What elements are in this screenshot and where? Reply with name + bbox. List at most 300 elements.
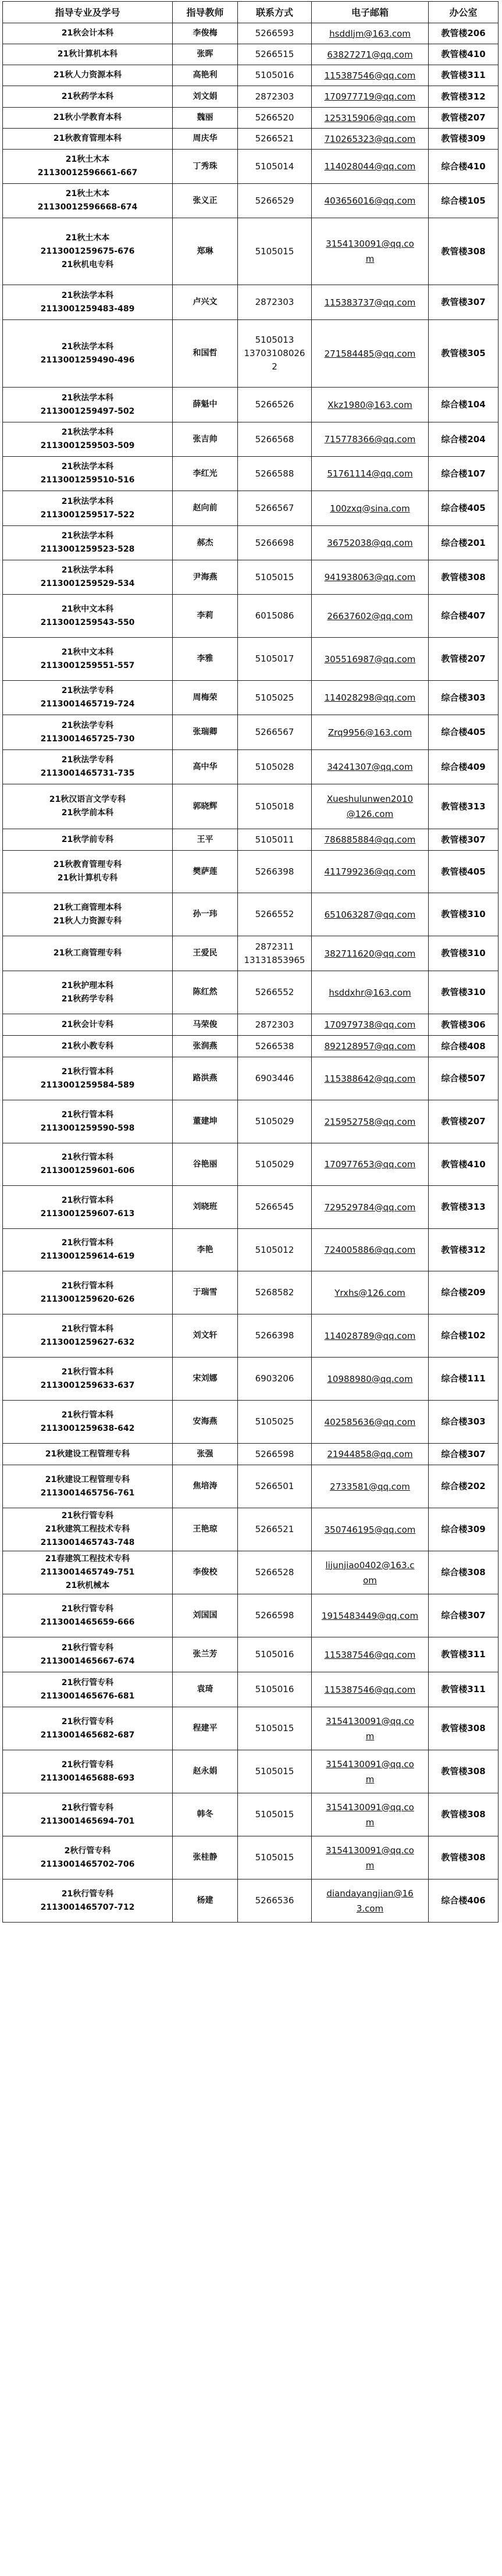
email-link-line: m [365, 1774, 375, 1785]
phone-cell [238, 851, 312, 893]
phone-cell [238, 1143, 312, 1186]
office-cell: 综合楼201 [429, 526, 499, 560]
email-link-line: 350746195@qq.com [324, 1524, 416, 1535]
phone-cell-line: 5266545 [255, 1202, 294, 1212]
major-cell-line: 2113001465676-681 [40, 1691, 135, 1701]
phone-cell [238, 1014, 312, 1036]
email-link-line: 170977653@qq.com [324, 1159, 416, 1170]
major-cell-line: 21秋行管本科 [61, 1410, 114, 1420]
teacher-cell: 张强 [173, 1444, 238, 1465]
major-cell [3, 851, 173, 893]
email-link-line: m [365, 254, 375, 264]
office-cell: 教管楼312 [429, 86, 499, 108]
major-cell-line: 2113001465756-761 [40, 1488, 135, 1498]
table-row [3, 1836, 499, 1879]
major-cell [3, 560, 173, 595]
table-row [3, 1672, 499, 1707]
major-cell [3, 108, 173, 129]
teacher-cell: 尹海燕 [173, 560, 238, 595]
major-cell-line: 21秋法学本科 [61, 290, 114, 300]
teacher-cell: 赵向前 [173, 491, 238, 526]
phone-cell [238, 150, 312, 184]
phone-cell [238, 285, 312, 320]
major-cell-line: 21秋行管本科 [61, 1110, 114, 1120]
phone-cell [238, 1594, 312, 1637]
table-row [3, 1637, 499, 1672]
teacher-cell: 程建平 [173, 1707, 238, 1750]
office-cell: 综合楼308 [429, 1551, 499, 1594]
phone-cell-line: 6903206 [255, 1373, 294, 1384]
major-cell-line: 2113001259627-632 [40, 1337, 135, 1347]
table-row [3, 936, 499, 971]
email-link[interactable] [312, 1750, 429, 1793]
email-link[interactable] [312, 1036, 429, 1057]
major-cell [3, 829, 173, 851]
phone-cell [238, 86, 312, 108]
phone-cell [238, 681, 312, 715]
office-cell: 教管楼308 [429, 1750, 499, 1793]
teacher-cell: 周梅荣 [173, 681, 238, 715]
major-cell [3, 715, 173, 750]
email-link[interactable] [312, 129, 429, 150]
teacher-cell: 焦培涛 [173, 1465, 238, 1508]
major-cell [3, 1229, 173, 1271]
table-row [3, 750, 499, 784]
teacher-cell: 安海燕 [173, 1401, 238, 1444]
major-cell [3, 638, 173, 681]
major-cell-line: 2113001259638-642 [40, 1423, 135, 1433]
table-row [3, 1707, 499, 1750]
office-cell: 综合楼405 [429, 715, 499, 750]
email-link[interactable] [312, 750, 429, 784]
email-link[interactable] [312, 1143, 429, 1186]
email-link-line: 3154130091@qq.co [326, 1845, 414, 1856]
phone-cell-line: 5266536 [255, 1895, 294, 1906]
email-link-line: diandayangjian@16 [326, 1888, 414, 1899]
email-link[interactable] [312, 1551, 429, 1594]
email-link-line: 36752038@qq.com [327, 538, 413, 548]
email-link-line: 382711620@qq.com [324, 948, 416, 959]
email-link-line: 3154130091@qq.co [326, 1758, 414, 1770]
email-link[interactable] [312, 829, 429, 851]
office-cell: 教管楼410 [429, 1143, 499, 1186]
email-link-line: 3.com [356, 1903, 384, 1914]
major-cell-line: 21秋建设工程管理专科 [45, 1449, 130, 1459]
email-link[interactable] [312, 44, 429, 65]
table-row [3, 422, 499, 457]
phone-cell [238, 829, 312, 851]
phone-cell-line: 5105017 [255, 653, 294, 664]
major-cell-line: 2113001465707-712 [40, 1902, 135, 1912]
email-link[interactable] [312, 218, 429, 285]
email-link[interactable] [312, 285, 429, 320]
major-cell-line: 2113001259590-598 [40, 1123, 135, 1133]
phone-cell-line: 5266598 [255, 1448, 294, 1459]
table-row [3, 1793, 499, 1836]
table-row [3, 1186, 499, 1229]
phone-cell [238, 595, 312, 638]
email-link[interactable] [312, 491, 429, 526]
major-cell-line: 2113001259675-676 [40, 246, 135, 256]
header-office: 办公室 [429, 2, 499, 23]
email-link[interactable] [312, 1672, 429, 1707]
phone-cell [238, 784, 312, 829]
major-cell-line: 21秋法学本科 [61, 496, 114, 506]
email-link[interactable] [312, 1014, 429, 1036]
email-link-line: om [363, 1575, 377, 1586]
email-link[interactable] [312, 715, 429, 750]
office-cell: 综合楼408 [429, 1036, 499, 1057]
teacher-cell: 马荣俊 [173, 1014, 238, 1036]
phone-cell [238, 457, 312, 491]
email-link[interactable] [312, 526, 429, 560]
phone-cell [238, 129, 312, 150]
table-row [3, 1465, 499, 1508]
major-cell-line: 21秋法学本科 [61, 462, 114, 471]
table-row [3, 1229, 499, 1271]
major-cell-line: 21秋法学本科 [61, 531, 114, 541]
major-cell-line: 2113001259510-516 [40, 475, 135, 485]
major-cell-line: 21秋学前专科 [61, 834, 114, 844]
email-link-line: 114028044@qq.com [324, 161, 416, 172]
phone-cell [238, 560, 312, 595]
table-row [3, 1879, 499, 1923]
email-link-line: 724005886@qq.com [324, 1245, 416, 1255]
office-cell: 教管楼311 [429, 1637, 499, 1672]
email-link-line: 26637602@qq.com [327, 610, 413, 621]
email-link[interactable] [312, 1314, 429, 1358]
email-link-line: 729529784@qq.com [324, 1202, 416, 1213]
table-row [3, 1750, 499, 1793]
major-cell [3, 1879, 173, 1923]
table-row [3, 681, 499, 715]
phone-cell [238, 971, 312, 1014]
major-cell-line: 21130012596661-667 [37, 168, 138, 177]
teacher-cell: 刘晓班 [173, 1186, 238, 1229]
major-cell [3, 1100, 173, 1143]
teacher-cell: 卢兴文 [173, 285, 238, 320]
major-cell-line: 21秋法学本科 [61, 342, 114, 351]
major-cell [3, 1401, 173, 1444]
table-row [3, 851, 499, 893]
major-cell-line: 21秋护理本科 [61, 980, 114, 990]
email-link[interactable] [312, 971, 429, 1014]
phone-cell [238, 1314, 312, 1358]
office-cell: 教管楼311 [429, 65, 499, 86]
major-cell-line: 21秋行管本科 [61, 1195, 114, 1205]
office-cell: 教管楼305 [429, 320, 499, 388]
phone-cell [238, 1444, 312, 1465]
header-email: 电子邮箱 [312, 2, 429, 23]
email-link[interactable] [312, 108, 429, 129]
teacher-cell: 张瑞卿 [173, 715, 238, 750]
teacher-cell: 周庆华 [173, 129, 238, 150]
table-row [3, 184, 499, 218]
phone-cell [238, 1100, 312, 1143]
email-link-line: Xueshulunwen2010 [326, 794, 414, 804]
major-cell-line: 21秋教育管理本科 [53, 134, 122, 143]
office-cell: 综合楼507 [429, 1057, 499, 1100]
major-cell-line: 21秋行管本科 [61, 1281, 114, 1291]
major-cell [3, 491, 173, 526]
phone-cell [238, 23, 312, 44]
major-cell-line: 2113001465682-687 [40, 1730, 135, 1740]
phone-cell-line: 5266521 [255, 1524, 294, 1534]
email-link[interactable] [312, 851, 429, 893]
email-link-line: 115387546@qq.com [324, 1684, 416, 1695]
teacher-cell: 王艳琼 [173, 1508, 238, 1551]
major-cell-line: 21秋药学本科 [61, 91, 114, 101]
table-row [3, 971, 499, 1014]
email-link-line: 651063287@qq.com [324, 909, 416, 920]
phone-cell-line: 5266521 [255, 133, 294, 144]
phone-cell [238, 638, 312, 681]
major-cell-line: 2113001259620-626 [40, 1294, 135, 1304]
teacher-cell: 高艳利 [173, 65, 238, 86]
major-cell-line: 21秋机电专科 [61, 260, 114, 269]
phone-cell-line: 5105011 [255, 834, 294, 845]
email-link[interactable] [312, 560, 429, 595]
major-cell [3, 285, 173, 320]
teacher-cell: 李俊梅 [173, 23, 238, 44]
table-row [3, 129, 499, 150]
teacher-cell: 郭晓辉 [173, 784, 238, 829]
phone-cell-line: 5105016 [255, 1649, 294, 1660]
teacher-cell: 薛魁中 [173, 388, 238, 422]
teacher-cell: 高中华 [173, 750, 238, 784]
table-body [3, 23, 499, 1923]
office-cell: 综合楼303 [429, 681, 499, 715]
email-link[interactable] [312, 1508, 429, 1551]
phone-cell [238, 1229, 312, 1271]
office-cell: 综合楼409 [429, 750, 499, 784]
office-cell: 教管楼207 [429, 108, 499, 129]
major-cell-line: 2113001259601-606 [40, 1166, 135, 1175]
email-link[interactable] [312, 893, 429, 936]
major-cell-line: 21春建筑工程技术专科 [45, 1554, 130, 1564]
office-cell: 教管楼308 [429, 1836, 499, 1879]
table-row [3, 829, 499, 851]
phone-cell [238, 715, 312, 750]
teacher-cell: 丁秀珠 [173, 150, 238, 184]
table-row [3, 1036, 499, 1057]
teacher-cell: 杨建 [173, 1879, 238, 1923]
major-cell [3, 750, 173, 784]
major-cell [3, 457, 173, 491]
phone-cell-line: 5105029 [255, 1116, 294, 1127]
table-row [3, 1551, 499, 1594]
table-row [3, 526, 499, 560]
table-row [3, 23, 499, 44]
email-link[interactable] [312, 388, 429, 422]
email-link[interactable] [312, 1637, 429, 1672]
office-cell: 教管楼313 [429, 1186, 499, 1229]
major-cell-line: 2113001259614-619 [40, 1252, 135, 1261]
phone-cell [238, 422, 312, 457]
office-cell: 综合楼405 [429, 491, 499, 526]
email-link[interactable] [312, 184, 429, 218]
teacher-cell: 张兰芳 [173, 1637, 238, 1672]
major-cell [3, 65, 173, 86]
table-row [3, 457, 499, 491]
email-link[interactable] [312, 1186, 429, 1229]
office-cell: 教管楼309 [429, 129, 499, 150]
major-cell-line: 21秋法学专科 [61, 720, 114, 730]
email-link[interactable] [312, 1793, 429, 1836]
table-row [3, 893, 499, 936]
email-link[interactable] [312, 1100, 429, 1143]
major-cell [3, 1637, 173, 1672]
email-link[interactable] [312, 1057, 429, 1100]
table-row [3, 1594, 499, 1637]
email-link[interactable] [312, 681, 429, 715]
email-link[interactable] [312, 595, 429, 638]
email-link-line: 1915483449@qq.com [321, 1610, 419, 1621]
email-link-line: 115383737@qq.com [324, 297, 416, 308]
major-cell-line: 2113001259503-509 [40, 441, 135, 450]
major-cell [3, 1793, 173, 1836]
office-cell: 教管楼311 [429, 1672, 499, 1707]
email-link[interactable] [312, 1229, 429, 1271]
major-cell-line: 21秋土木本 [65, 155, 110, 164]
email-link[interactable] [312, 86, 429, 108]
email-link[interactable] [312, 1594, 429, 1637]
email-link[interactable] [312, 457, 429, 491]
teacher-cell: 袁琦 [173, 1672, 238, 1707]
major-cell-line: 2113001465702-706 [40, 1859, 135, 1869]
teacher-cell: 宋刘娜 [173, 1358, 238, 1401]
email-link[interactable] [312, 65, 429, 86]
major-cell [3, 1143, 173, 1186]
phone-cell-line: 5266552 [255, 909, 294, 919]
phone-cell [238, 893, 312, 936]
email-link[interactable] [312, 23, 429, 44]
phone-cell-line: 2872311 [255, 941, 294, 952]
major-cell [3, 184, 173, 218]
office-cell: 综合楼307 [429, 1444, 499, 1465]
phone-cell-line: 6015086 [255, 610, 294, 621]
email-link[interactable] [312, 936, 429, 971]
phone-cell-line: 5105016 [255, 1684, 294, 1694]
major-cell [3, 1057, 173, 1100]
office-cell: 综合楼406 [429, 1879, 499, 1923]
email-link[interactable] [312, 1358, 429, 1401]
phone-cell [238, 1750, 312, 1793]
major-cell-line: 21秋行管专科 [61, 1889, 114, 1899]
major-cell-line: 21秋人力资源本科 [53, 70, 122, 80]
email-link-line: 411799236@qq.com [324, 866, 416, 877]
phone-cell-line: 5105013 [255, 335, 294, 345]
major-cell [3, 595, 173, 638]
major-cell-line: 2113001259584-589 [40, 1080, 135, 1090]
phone-cell [238, 1271, 312, 1314]
teacher-cell: 谷艳丽 [173, 1143, 238, 1186]
email-link[interactable] [312, 1707, 429, 1750]
phone-cell-line: 2872303 [255, 91, 294, 102]
email-link-line: 403656016@qq.com [324, 196, 416, 206]
teacher-cell: 魏丽 [173, 108, 238, 129]
major-cell [3, 1707, 173, 1750]
email-link-line: 710265323@qq.com [324, 133, 416, 144]
email-link-line: 402585636@qq.com [324, 1416, 416, 1427]
office-cell: 教管楼308 [429, 218, 499, 285]
major-cell-line: 2113001259529-534 [40, 579, 135, 588]
major-cell-line: 21秋行管本科 [61, 1367, 114, 1377]
table-row [3, 108, 499, 129]
email-link-line: m [365, 1817, 375, 1828]
table-row [3, 1358, 499, 1401]
phone-cell [238, 1879, 312, 1923]
teacher-cell: 于瑞雪 [173, 1271, 238, 1314]
email-link[interactable] [312, 1271, 429, 1314]
major-cell [3, 1672, 173, 1707]
email-link[interactable] [312, 1401, 429, 1444]
phone-cell-line: 5266538 [255, 1040, 294, 1051]
major-cell-line: 21秋学前本科 [61, 808, 114, 818]
email-link[interactable] [312, 150, 429, 184]
major-cell-line: 21秋工商管理本科 [53, 903, 122, 912]
email-link[interactable] [312, 1879, 429, 1923]
email-link[interactable] [312, 1836, 429, 1879]
phone-cell-line: 5105018 [255, 801, 294, 812]
email-link-line: 115387546@qq.com [324, 1649, 416, 1660]
email-link-line: 100zxq@sina.com [330, 503, 410, 514]
phone-cell-line: 5105015 [255, 246, 294, 257]
office-cell: 教管楼308 [429, 560, 499, 595]
phone-cell [238, 1358, 312, 1401]
major-cell [3, 1465, 173, 1508]
email-link[interactable] [312, 320, 429, 388]
phone-cell [238, 1836, 312, 1879]
teacher-cell: 李莉 [173, 595, 238, 638]
phone-cell-line: 5266520 [255, 112, 294, 123]
email-link[interactable] [312, 422, 429, 457]
phone-cell-line: 5105025 [255, 1416, 294, 1427]
phone-cell [238, 65, 312, 86]
major-cell-line: 21秋人力资源专科 [53, 916, 122, 926]
major-cell [3, 1750, 173, 1793]
email-link-line: 215952758@qq.com [324, 1116, 416, 1127]
email-link[interactable] [312, 1465, 429, 1508]
office-cell: 教管楼312 [429, 1229, 499, 1271]
email-link-line: 21944858@qq.com [327, 1449, 413, 1459]
email-link[interactable] [312, 638, 429, 681]
email-link-line: lijunjiao0402@163.c [325, 1559, 415, 1571]
email-link-line: 271584485@qq.com [324, 348, 416, 359]
major-cell-line: 21秋小学教育本科 [53, 113, 122, 122]
teacher-cell: 郑琳 [173, 218, 238, 285]
phone-cell-line: 5266515 [255, 49, 294, 59]
table-row [3, 320, 499, 388]
major-cell [3, 1444, 173, 1465]
major-cell [3, 1508, 173, 1551]
office-cell: 综合楼202 [429, 1465, 499, 1508]
teacher-cell: 刘文轩 [173, 1314, 238, 1358]
teacher-cell: 刘国国 [173, 1594, 238, 1637]
major-cell-line: 2113001259497-502 [40, 406, 135, 416]
phone-cell-line: 13703108026 [244, 348, 305, 358]
office-cell: 教管楼310 [429, 936, 499, 971]
phone-cell-line: 5266567 [255, 727, 294, 737]
teacher-cell: 和国哲 [173, 320, 238, 388]
email-link-line: 892128957@qq.com [324, 1041, 416, 1051]
major-cell-line: 21秋小教专科 [61, 1041, 114, 1051]
email-link[interactable] [312, 1444, 429, 1465]
major-cell-line: 2113001465667-674 [40, 1656, 135, 1666]
office-cell: 综合楼102 [429, 1314, 499, 1358]
major-cell-line: 2113001465719-724 [40, 699, 135, 709]
email-link[interactable] [312, 784, 429, 829]
